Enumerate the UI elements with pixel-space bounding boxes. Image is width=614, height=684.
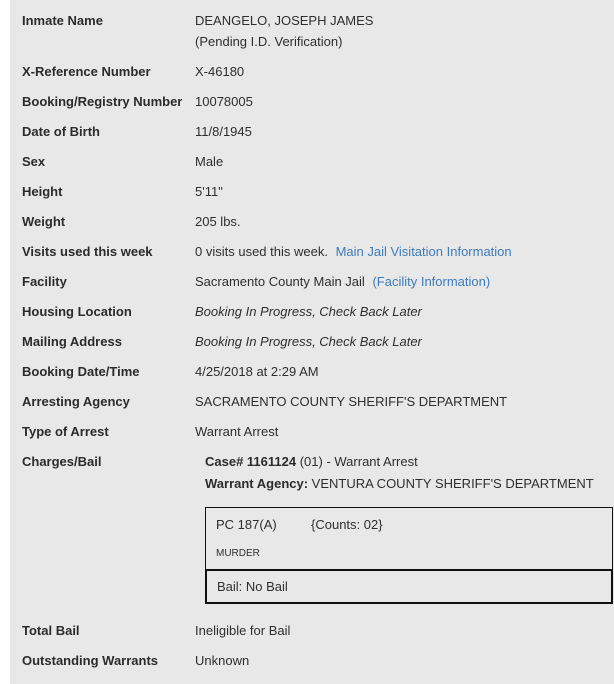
value-total-bail: Ineligible for Bail	[195, 623, 291, 638]
warrant-agency-label: Warrant Agency:	[205, 476, 309, 491]
label-arresting-agency: Arresting Agency	[22, 394, 130, 409]
main-jail-visitation-link[interactable]: Main Jail Visitation Information	[335, 244, 512, 259]
label-charges-bail: Charges/Bail	[22, 454, 102, 469]
label-facility: Facility	[22, 274, 67, 289]
case-detail: (01) - Warrant Arrest	[296, 454, 418, 469]
label-height: Height	[22, 184, 63, 199]
label-date-of-birth: Date of Birth	[22, 124, 100, 139]
row-visits	[22, 241, 606, 262]
value-type-of-arrest: Warrant Arrest	[195, 424, 279, 439]
value-booking-number: 10078005	[195, 94, 253, 109]
label-outstanding-warrants: Outstanding Warrants	[22, 653, 159, 668]
value-visits	[195, 241, 512, 262]
charge-code-line	[216, 515, 602, 535]
row-date-of-birth	[22, 121, 606, 142]
visits-text: 0 visits used this week.	[195, 244, 328, 259]
label-housing-location: Housing Location	[22, 304, 132, 319]
label-sex: Sex	[22, 154, 46, 169]
row-booking-datetime	[22, 361, 606, 382]
case-number: Case# 1161124	[205, 454, 297, 469]
bail-status-box: Bail: No Bail	[205, 569, 613, 604]
row-inmate-name	[22, 10, 606, 52]
charges-content	[195, 451, 613, 604]
row-facility	[22, 271, 606, 292]
value-height: 5'11"	[195, 184, 223, 199]
row-weight	[22, 211, 606, 232]
inmate-name-note: (Pending I.D. Verification)	[195, 34, 343, 49]
charge-description: MURDER	[216, 548, 260, 559]
inmate-booking-record-panel	[10, 0, 614, 684]
charge-code: PC 187(A)	[216, 517, 277, 532]
value-mailing-address: Booking In Progress, Check Back Later	[195, 334, 422, 349]
value-inmate-name	[195, 10, 373, 52]
value-outstanding-warrants: Unknown	[195, 653, 250, 668]
row-total-bail	[22, 620, 606, 641]
charge-counts: {Counts: 02}	[311, 517, 383, 532]
value-sex: Male	[195, 154, 224, 169]
row-height	[22, 181, 606, 202]
value-date-of-birth: 11/8/1945	[195, 124, 252, 139]
label-mailing-address: Mailing Address	[22, 334, 122, 349]
value-x-reference: X-46180	[195, 64, 245, 79]
row-outstanding-warrants	[22, 650, 606, 671]
charge-detail-section	[205, 507, 613, 569]
row-booking-number	[22, 91, 606, 112]
row-charges-bail	[22, 451, 606, 604]
warrant-agency-value: VENTURA COUNTY SHERIFF'S DEPARTMENT	[308, 476, 594, 491]
row-sex	[22, 151, 606, 172]
row-type-of-arrest	[22, 421, 606, 442]
row-mailing-address	[22, 331, 606, 352]
value-facility	[195, 271, 490, 292]
label-booking-datetime: Booking Date/Time	[22, 364, 140, 379]
value-housing-location: Booking In Progress, Check Back Later	[195, 304, 422, 319]
label-booking-number: Booking/Registry Number	[22, 94, 183, 109]
value-booking-datetime: 4/25/2018 at 2:29 AM	[195, 364, 319, 379]
row-x-reference	[22, 61, 606, 82]
facility-information-link[interactable]: (Facility Information)	[372, 274, 491, 289]
row-arresting-agency	[22, 391, 606, 412]
label-weight: Weight	[22, 214, 66, 229]
label-inmate-name: Inmate Name	[22, 13, 103, 28]
inmate-name-text: DEANGELO, JOSEPH JAMES	[195, 13, 374, 28]
charge-box	[205, 507, 613, 604]
facility-text: Sacramento County Main Jail	[195, 274, 365, 289]
value-arresting-agency: SACRAMENTO COUNTY SHERIFF'S DEPARTMENT	[195, 394, 508, 409]
warrant-agency-line	[205, 473, 613, 495]
label-total-bail: Total Bail	[22, 623, 80, 638]
case-line	[205, 451, 613, 473]
row-housing-location	[22, 301, 606, 322]
label-visits: Visits used this week	[22, 244, 153, 259]
label-x-reference: X-Reference Number	[22, 64, 151, 79]
value-weight: 205 lbs.	[195, 214, 241, 229]
label-type-of-arrest: Type of Arrest	[22, 424, 109, 439]
